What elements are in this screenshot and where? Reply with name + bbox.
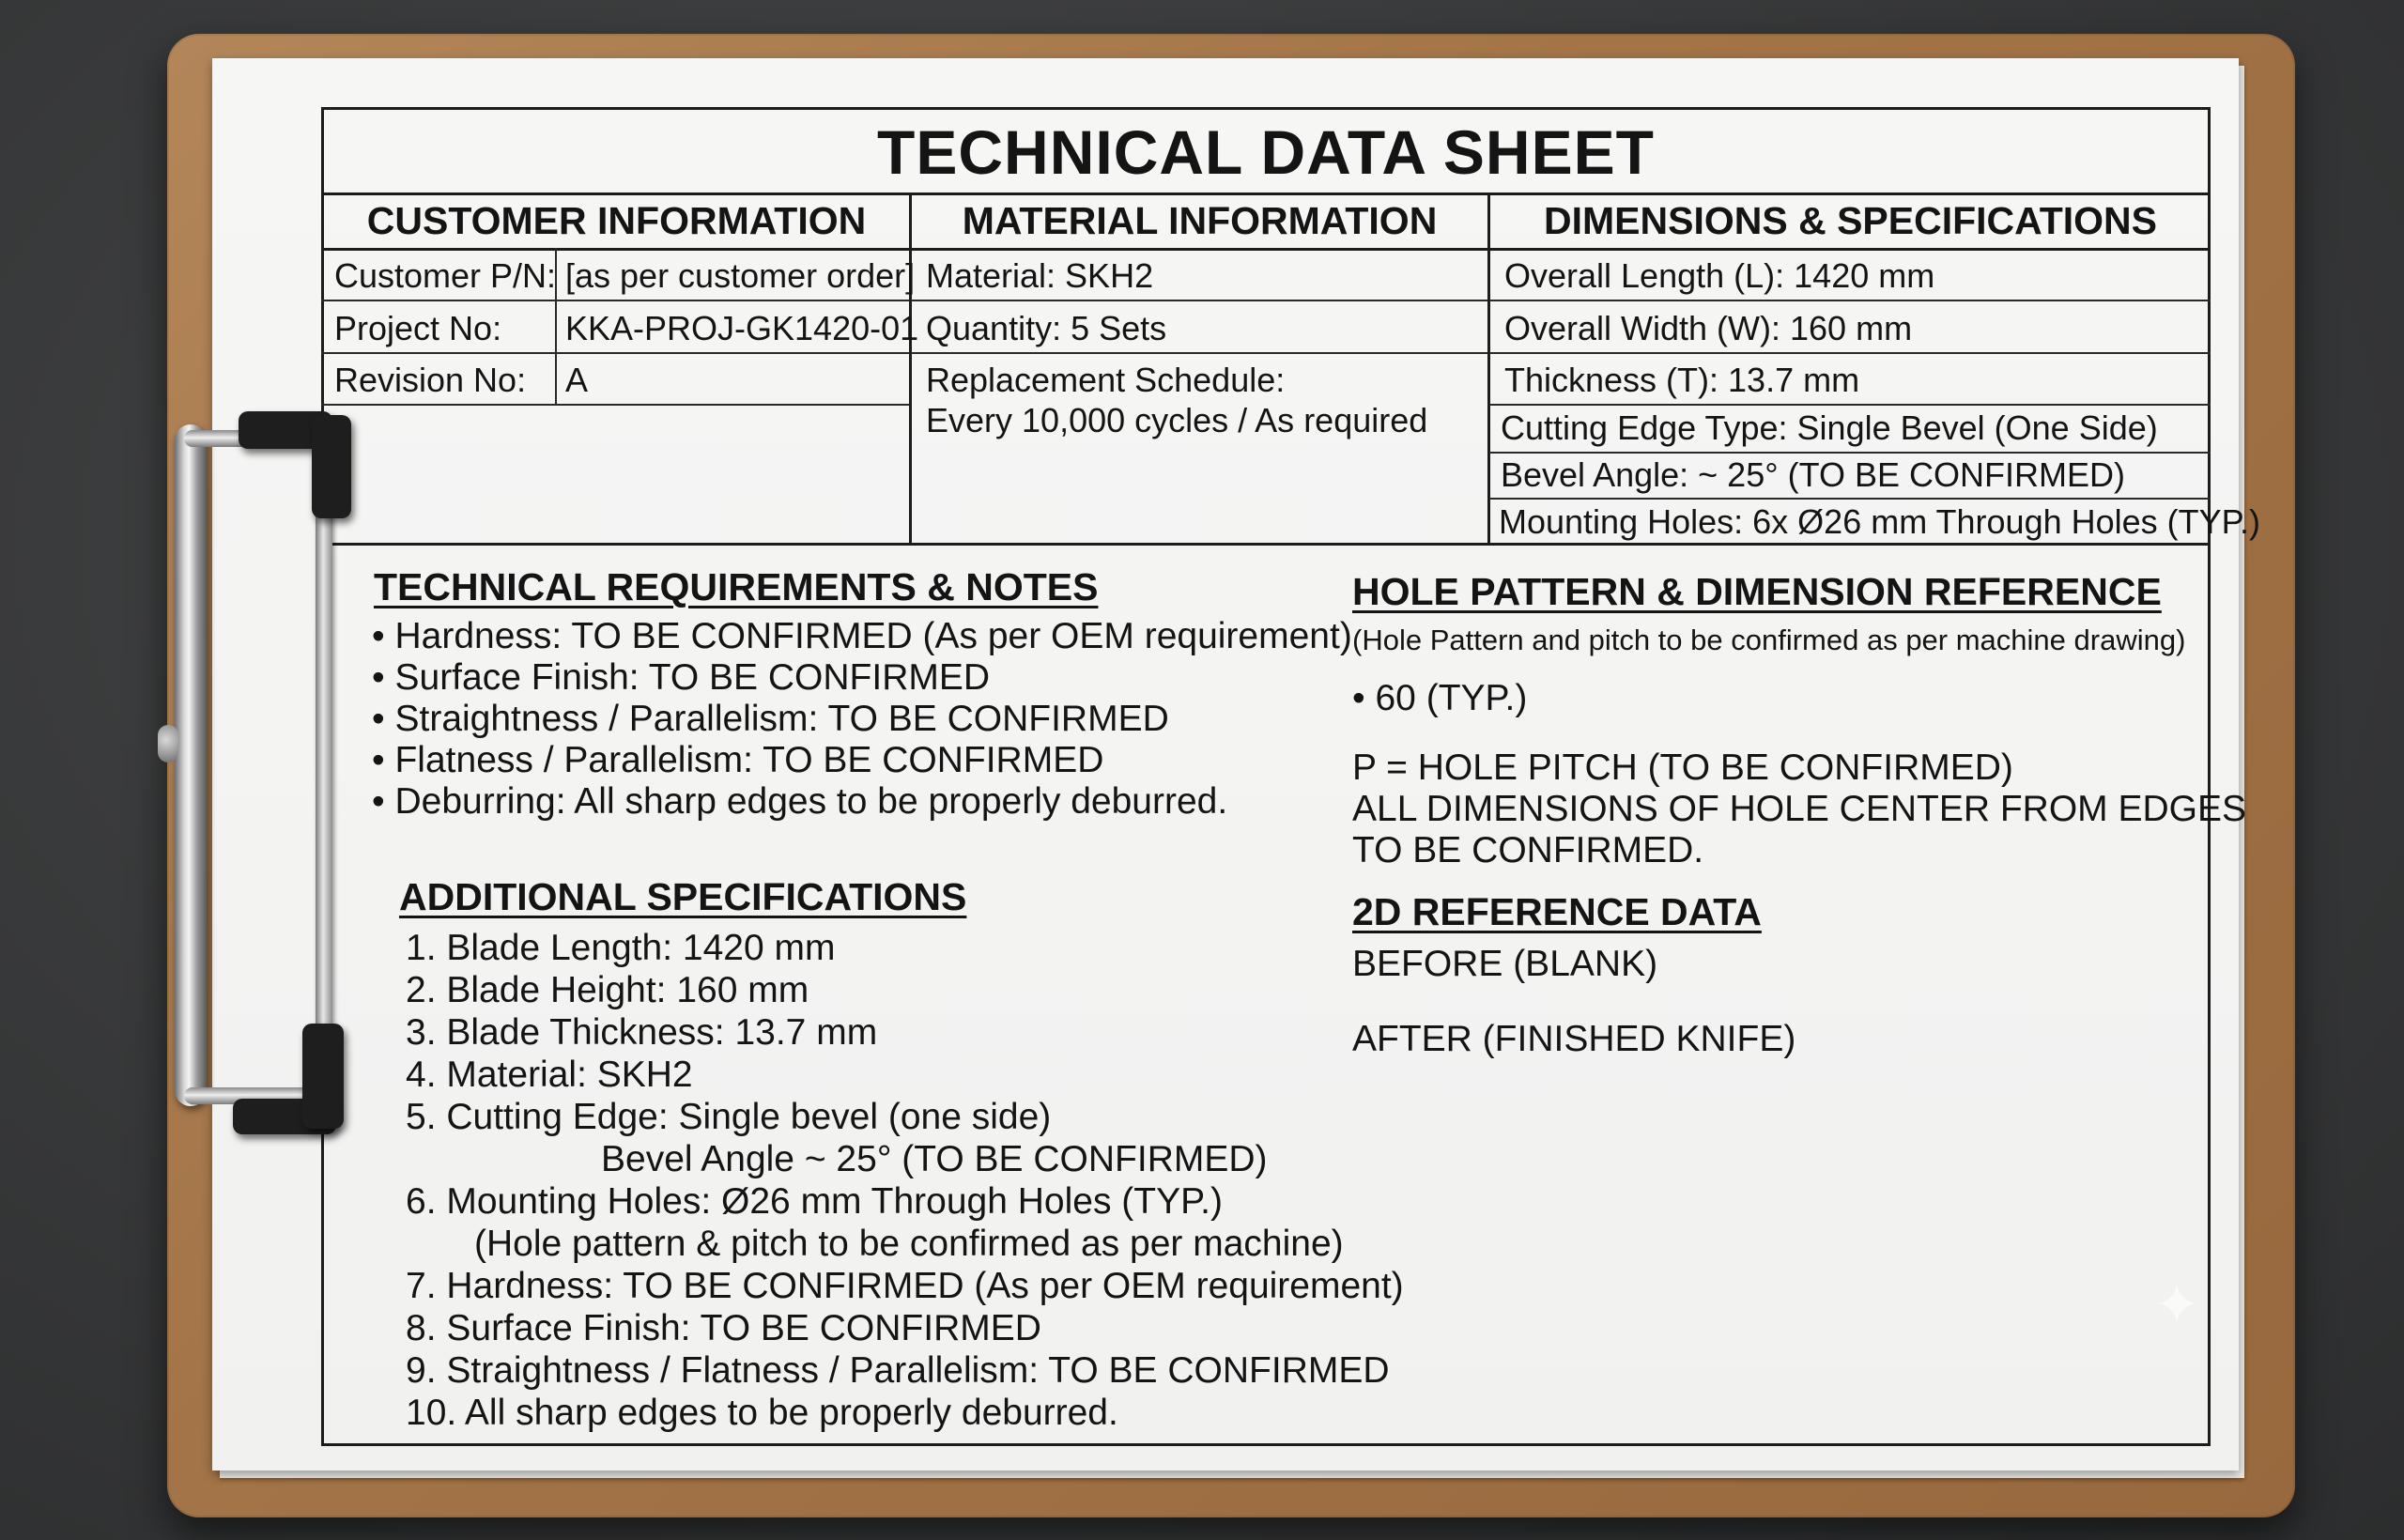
dimension-row: Overall Width (W): 160 mm: [1504, 309, 1913, 347]
requirement-item: • Straightness / Parallelism: TO BE CONFIRMED: [372, 699, 1169, 739]
row-divider: [1489, 404, 2211, 406]
requirement-item: • Flatness / Parallelism: TO BE CONFIRMED: [372, 740, 1104, 780]
spec-line: 6. Mounting Holes: Ø26 mm Through Holes (TYP.): [406, 1181, 1223, 1222]
customer-heading: CUSTOMER INFORMATION: [366, 199, 867, 242]
row-divider: [321, 404, 909, 406]
requirements-heading: TECHNICAL REQUIREMENTS & NOTES: [374, 565, 1099, 608]
clip-rivet: [158, 725, 178, 762]
reference-2d-heading: 2D REFERENCE DATA: [1352, 890, 1762, 933]
additional-specs-heading: ADDITIONAL SPECIFICATIONS: [399, 875, 967, 918]
dimension-row: Cutting Edge Type: Single Bevel (One Side): [1501, 408, 2158, 447]
customer-value: A: [565, 361, 589, 399]
clip-wire[interactable]: [316, 441, 332, 1052]
sparkle-icon: ✦: [2152, 1273, 2201, 1336]
spec-line: 10. All sharp edges to be properly deburred.: [406, 1393, 1118, 1433]
material-row: Quantity: 5 Sets: [926, 309, 1167, 347]
dimension-row: Overall Length (L): 1420 mm: [1504, 256, 1935, 295]
customer-value: KKA-PROJ-GK1420-01: [565, 309, 919, 347]
hole-pitch-line: ALL DIMENSIONS OF HOLE CENTER FROM EDGES: [1352, 789, 2247, 829]
dimensions-heading: DIMENSIONS & SPECIFICATIONS: [1543, 199, 2158, 242]
replacement-schedule-value: Every 10,000 cycles / As required: [926, 401, 1428, 439]
dimension-row: Thickness (T): 13.7 mm: [1504, 361, 1860, 399]
customer-value: [as per customer order]: [565, 256, 916, 295]
customer-label: Project No:: [334, 309, 502, 347]
hole-pattern-bullet: • 60 (TYP.): [1352, 678, 1528, 718]
row-divider: [321, 352, 909, 354]
row-divider: [1489, 452, 2211, 454]
header-divider: [321, 248, 2211, 251]
material-row: Material: SKH2: [926, 256, 1154, 295]
spec-line: 5. Cutting Edge: Single bevel (one side): [406, 1097, 1052, 1137]
dimension-row: Bevel Angle: ~ 25° (TO BE CONFIRMED): [1501, 455, 2125, 494]
hole-pattern-note: (Hole Pattern and pitch to be confirmed as per machine drawing): [1352, 624, 2186, 656]
dimension-row: Mounting Holes: 6x Ø26 mm Through Holes (TYP.): [1499, 502, 2261, 541]
spec-line: 7. Hardness: TO BE CONFIRMED (As per OEM requirement): [406, 1266, 1404, 1306]
customer-label: Customer P/N:: [334, 256, 557, 295]
page-title: TECHNICAL DATA SHEET: [877, 117, 1655, 187]
row-divider: [911, 352, 1487, 354]
clip-cap-top-end: [312, 415, 351, 518]
spec-line: 3. Blade Thickness: 13.7 mm: [406, 1012, 878, 1053]
row-divider: [1489, 300, 2211, 301]
requirement-item: • Deburring: All sharp edges to be properly deburred.: [372, 781, 1228, 822]
requirement-item: • Hardness: TO BE CONFIRMED (As per OEM requirement): [372, 616, 1352, 656]
hole-pitch-line: P = HOLE PITCH (TO BE CONFIRMED): [1352, 747, 2013, 788]
spec-line: Bevel Angle ~ 25° (TO BE CONFIRMED): [601, 1139, 1268, 1179]
hole-pattern-heading: HOLE PATTERN & DIMENSION REFERENCE: [1352, 570, 2162, 613]
hole-pitch-line: TO BE CONFIRMED.: [1352, 830, 1704, 870]
material-heading: MATERIAL INFORMATION: [962, 199, 1438, 242]
spec-line: (Hole pattern & pitch to be confirmed as per machine): [474, 1224, 1344, 1264]
reference-before: BEFORE (BLANK): [1352, 944, 1658, 984]
row-divider: [321, 300, 909, 301]
row-divider: [911, 300, 1487, 301]
spec-line: 9. Straightness / Flatness / Parallelism: TO BE CONFIRMED: [406, 1350, 1390, 1391]
spec-line: 2. Blade Height: 160 mm: [406, 970, 809, 1010]
clip-hinge-bar: [175, 424, 207, 1106]
requirement-item: • Surface Finish: TO BE CONFIRMED: [372, 657, 991, 698]
customer-label: Revision No:: [334, 361, 527, 399]
row-divider: [1489, 352, 2211, 354]
reference-after: AFTER (FINISHED KNIFE): [1352, 1019, 1796, 1059]
row-divider: [1489, 498, 2211, 500]
spec-line: 8. Surface Finish: TO BE CONFIRMED: [406, 1308, 1041, 1348]
table-bottom-divider: [321, 543, 2211, 546]
spec-line: 4. Material: SKH2: [406, 1055, 693, 1095]
replacement-schedule-label: Replacement Schedule:: [926, 361, 1286, 399]
clip-cap-bottom-end: [302, 1024, 344, 1129]
spec-line: 1. Blade Length: 1420 mm: [406, 928, 836, 968]
